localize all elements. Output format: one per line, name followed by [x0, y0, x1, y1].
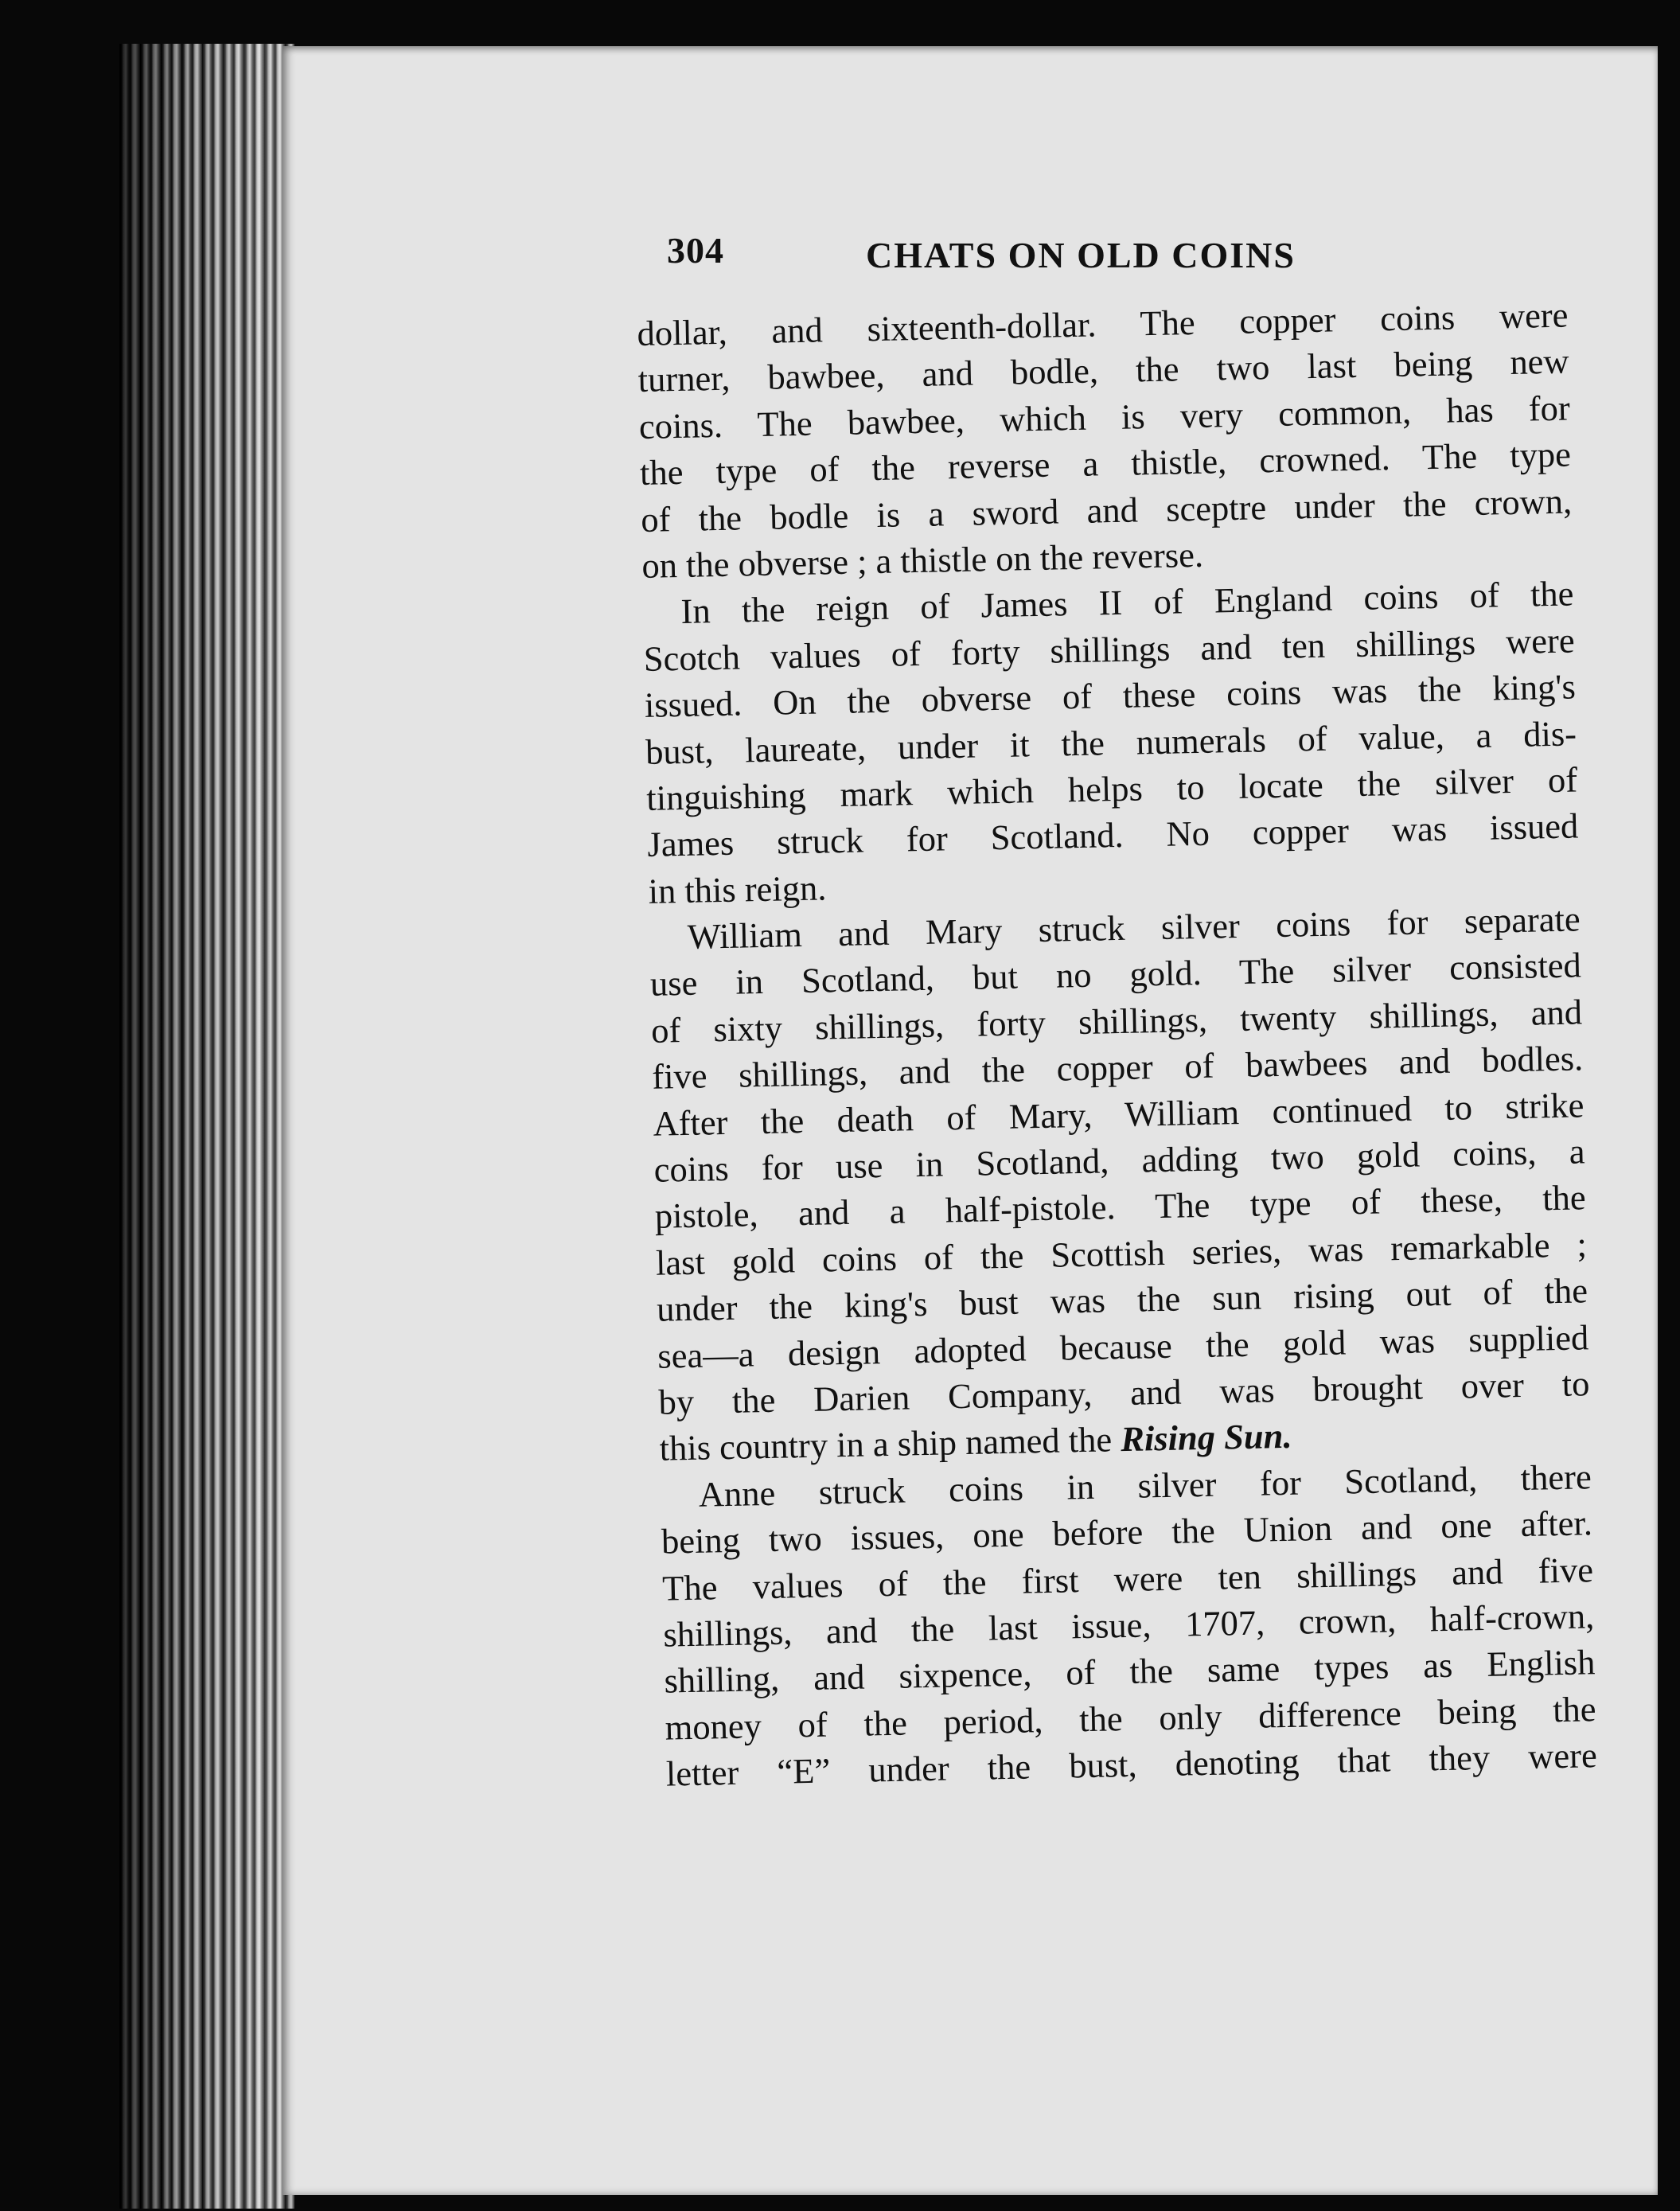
text-line: Scotch values of forty shillings and ten shillings were — [643, 620, 1576, 679]
text-line: the type of the reverse a thistle, crowned. The type — [639, 434, 1572, 493]
text-line: issued. On the obverse of these coins was the king's — [644, 666, 1577, 726]
text-line: bust, laureate, under it the numerals of value, a dis- — [645, 712, 1577, 772]
text-line: The values of the first were ten shillings and five — [661, 1549, 1594, 1609]
running-head — [667, 229, 1574, 293]
text-line: turner, bawbee, and bodle, the two last being new — [637, 341, 1570, 400]
text-line: After the death of Mary, William continued to strike — [653, 1084, 1585, 1144]
text-line: last gold coins of the Scottish series, was remarkable ; — [655, 1224, 1588, 1283]
text-line: tinguishing mark which helps to locate the silver of — [645, 759, 1578, 818]
page-edges — [119, 44, 294, 2209]
text-line: by the Darien Company, and was brought over to — [658, 1363, 1590, 1422]
page-number: 304 — [667, 230, 724, 271]
text-line: on the obverse ; a thistle on the reverse. — [641, 534, 1204, 586]
text-line: under the king's bust was the sun rising out of the — [656, 1270, 1588, 1329]
text-line: sea—a design adopted because the gold was supplied — [657, 1316, 1589, 1376]
text-line: In the reign of James II of England coins of the — [680, 573, 1574, 632]
text-line: being two issues, one before the Union and one after. — [661, 1503, 1593, 1562]
text-line: pistole, and a half-pistole. The type of these, the — [654, 1177, 1587, 1237]
text-line: shillings, and the last issue, 1707, crown, half-crown, — [662, 1596, 1595, 1655]
text-line-start: this country in a ship named the — [659, 1419, 1113, 1469]
ship-name: Rising Sun. — [1120, 1416, 1292, 1460]
running-title: CHATS ON OLD COINS — [866, 235, 1296, 275]
text-line: James struck for Scotland. No copper was issued — [646, 805, 1579, 865]
text-line: of the bodle is a sword and sceptre under the crown, — [640, 481, 1573, 540]
text-line: Anne struck coins in silver for Scotland, there — [698, 1456, 1592, 1515]
text-line: coins. The bawbee, which is very common, has for — [638, 388, 1571, 446]
text-line: money of the period, the only difference being the — [665, 1688, 1597, 1748]
text-line: coins for use in Scotland, adding two gold coins, a — [653, 1131, 1585, 1190]
text-line: five shillings, and the copper of bawbees and bodles. — [651, 1038, 1584, 1098]
text-line: use in Scotland, but no gold. The silver consisted — [649, 945, 1582, 1004]
text-line: in this reign. — [648, 868, 827, 911]
body-text — [637, 292, 1597, 1798]
text-line: letter “E” under the bust, denoting that they were — [665, 1735, 1598, 1794]
text-line: dollar, and sixteenth-dollar. The copper coins were — [637, 294, 1569, 353]
text-line: shilling, and sixpence, of the same types as English — [664, 1642, 1596, 1701]
text-line: William and Mary struck silver coins for separate — [687, 899, 1581, 957]
text-line: of sixty shillings, forty shillings, twenty shillings, and — [650, 992, 1583, 1051]
